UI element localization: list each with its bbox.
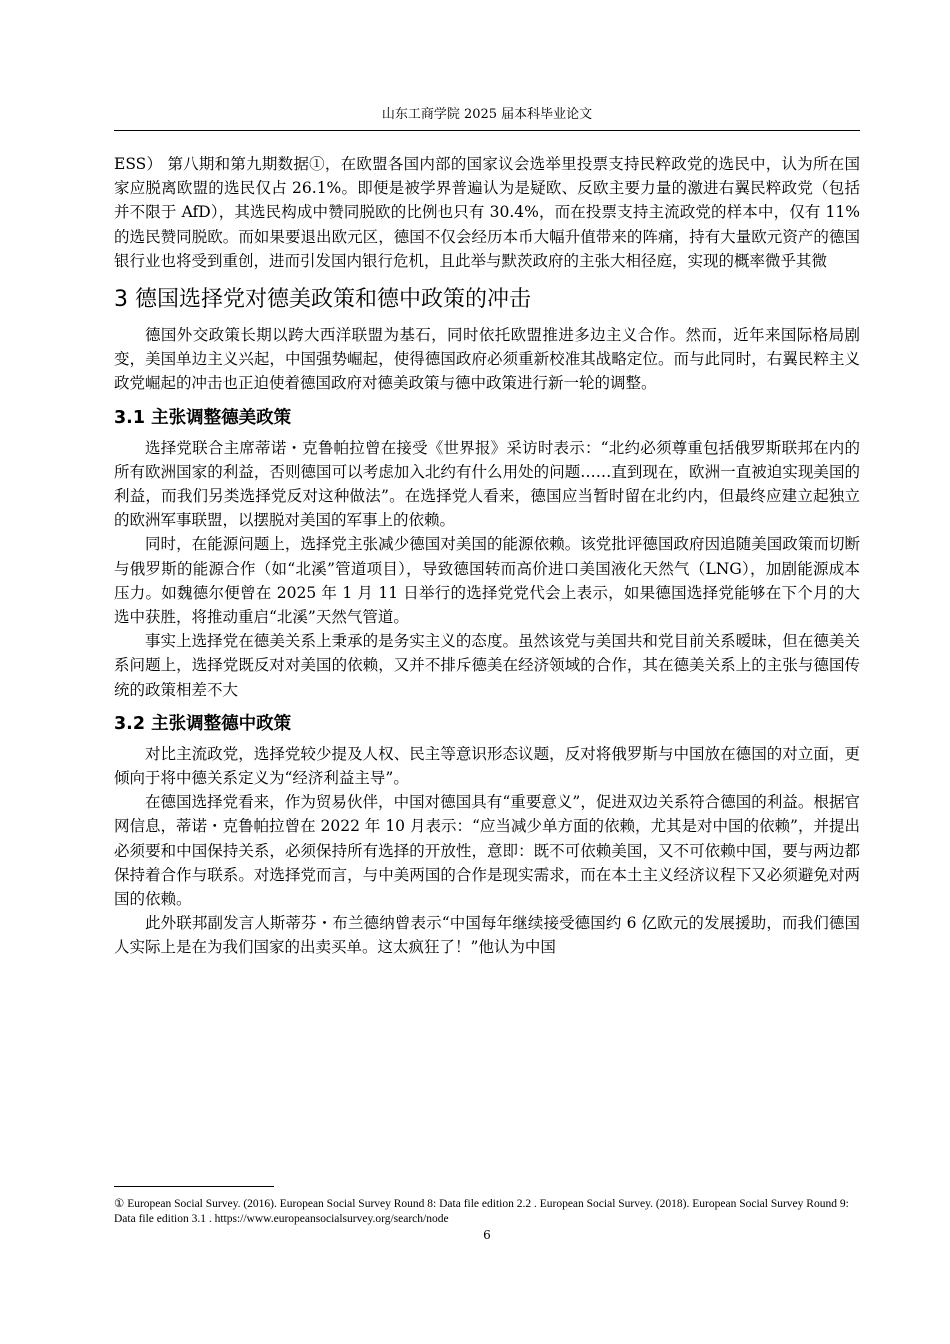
section-3-2-paragraph: 在德国选择党看来，作为贸易伙伴，中国对德国具有“重要意义”，促进双边关系符合德国的利益。根据官网信息，蒂诺・克鲁帕拉曾在 2022 年 10 月表示：“应当减少单方面的依赖，尤其是对中国的依赖”，并提出必须要和中国保持关系，必须保持所有选择的开放性，意即：既不可依赖美国，又不可依赖中国，要与两边都保持着合作与联系。对选择党而言，与中美两国的合作是现实需求，而在本土主义经济议程下又必须避免对两国的依赖。 [114,793,860,909]
page-number: 6 [483,1228,491,1242]
footnote-marker: ① [114,1198,125,1210]
header-divider [114,130,860,131]
section-3-paragraph: 德国外交政策长期以跨大西洋联盟为基石，同时依托欧盟推进多边主义合作。然而，近年来国际格局剧变，美国单边主义兴起，中国强势崛起，使得德国政府必须重新校准其战略定位。而与此同时，右翼民粹主义政党崛起的冲击也正迫使着德国政府对德美政策与德中政策进行新一轮的调整。 [114,326,860,393]
section-3-2-paragraph: 此外联邦副发言人斯蒂芬・布兰德纳曾表示“中国每年继续接受德国约 6 亿欧元的发展援助，而我们德国人实际上是在为我们国家的出卖买单。这太疯狂了！”他认为中国 [114,914,860,957]
footnote-divider [114,1186,274,1187]
section-3-1-paragraph: 事实上选择党在德美关系上秉承的是务实主义的态度。虽然该党与美国共和党目前关系暧昧，但在德美关系问题上，选择党既反对对美国的依赖，又并不排斥德美在经济领域的合作，其在德美关系上的主张与德国传统的政策相差不大 [114,632,860,699]
intro-paragraph: ESS） 第八期和第九期数据①，在欧盟各国内部的国家议会选举里投票支持民粹政党的选民中，认为所在国家应脱离欧盟的选民仅占 26.1%。即便是被学界普遍认为是疑欧、反欧主要力量的激进右翼民粹政党（包括并不限于 AfD），其选民构成中赞同脱欧的比例也只有 30.4%，而在投票支持主流政党的样本中，仅有 11% 的选民赞同脱欧。而如果要退出欧元区，德国不仅会经历本币大幅升值带来的阵痛，持有大量欧元资产的德国银行业也将受到重创，进而引发国内银行危机，且此举与默茨政府的主张大相径庭，实现的概率微乎其微 [114,155,860,270]
section-3-2-paragraph: 对比主流政党，选择党较少提及人权、民主等意识形态议题，反对将俄罗斯与中国放在德国的对立面，更倾向于将中德关系定义为“经济利益主导”。 [114,744,860,788]
section-3-2-heading: 3.2 主张调整德中政策 [114,713,292,734]
section-3-heading: 3 德国选择党对德美政策和德中政策的冲击 [114,287,531,313]
section-3-1-heading: 3.1 主张调整德美政策 [114,407,292,428]
footnote-text: European Social Survey. (2016). European Social Survey Round 8: Data file edition 2.2 . European Social Survey. (2018). European Social Survey Round 9: Data file edition 3.1 . https://www.europeansocialsurvey.org/search/node [114,1198,849,1225]
page-header: 山东工商学院 2025 届本科毕业论文 [381,107,593,122]
section-3-1-paragraph: 同时，在能源问题上，选择党主张减少德国对美国的能源依赖。该党批评德国政府因追随美国政策而切断与俄罗斯的能源合作（如“北溪”管道项目），导致德国转而高价进口美国液化天然气（LNG），加剧能源成本压力。如魏德尔便曾在 2025 年 1 月 11 日举行的选择党党代会上表示，如果德国选择党能够在下个月的大选中获胜，将推动重启“北溪”天然气管道。 [114,535,860,627]
page-body [114,152,860,960]
section-3-1-paragraph: 选择党联合主席蒂诺・克鲁帕拉曾在接受《世界报》采访时表示：“北约必须尊重包括俄罗斯联邦在内的所有欧洲国家的利益，否则德国可以考虑加入北约有什么用处的问题……直到现在，欧洲一直被迫实现美国的利益，而我们另类选择党反对这种做法”。在选择党人看来，德国应当暂时留在北约内，但最终应建立起独立的欧洲军事联盟，以摆脱对美国的军事上的依赖。 [114,438,860,530]
footnote [114,1197,860,1227]
